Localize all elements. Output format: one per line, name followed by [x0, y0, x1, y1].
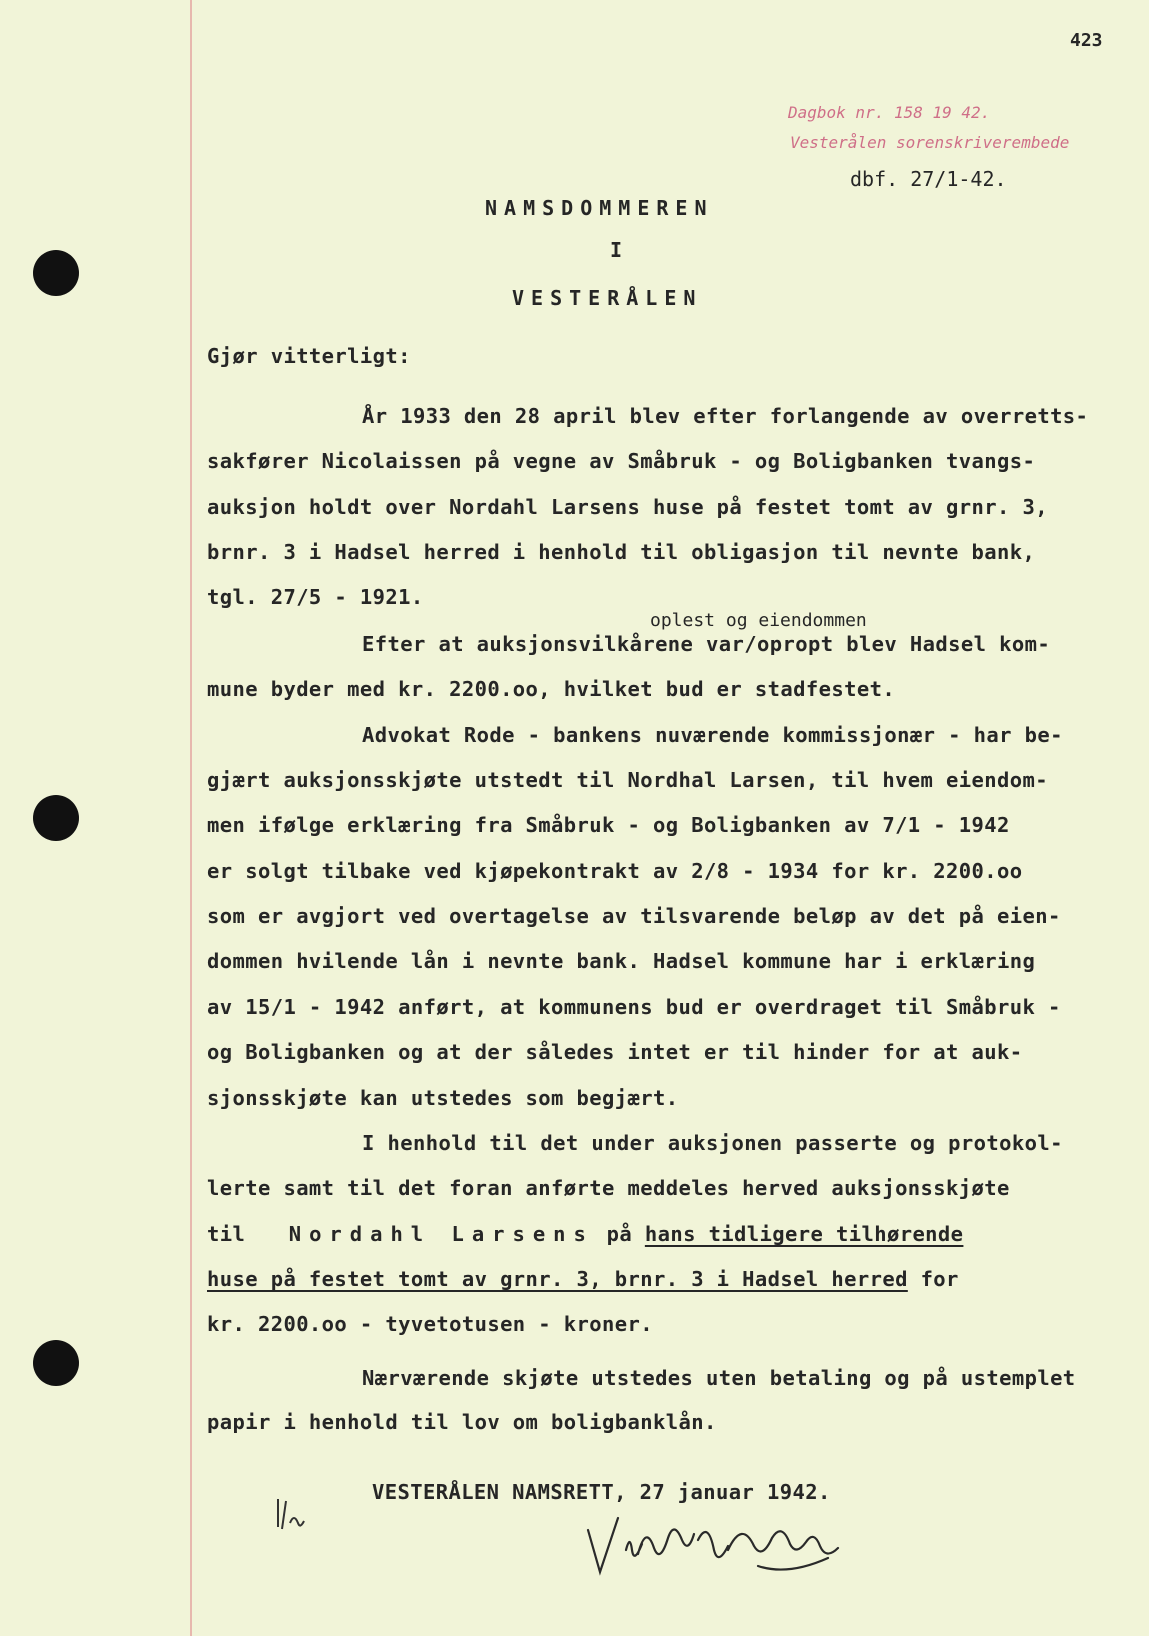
- inserted-correction: oplest og eiendommen: [650, 610, 867, 631]
- body-line: År 1933 den 28 april blev efter forlangende av overretts-: [362, 404, 1089, 428]
- signature-initials: [272, 1493, 312, 1541]
- body-line: Efter at auksjonsvilkårene var/opropt blev Hadsel kom-: [362, 632, 1051, 656]
- body-line: mune byder med kr. 2200.oo, hvilket bud er stadfestet.: [207, 677, 896, 701]
- body-line: sjonsskjøte kan utstedes som begjært.: [207, 1086, 679, 1110]
- body-line: sakfører Nicolaissen på vegne av Småbruk - og Boligbanken tvangs-: [207, 449, 1036, 473]
- body-line: som er avgjort ved overtagelse av tilsvarende beløp av det på eien-: [207, 904, 1061, 928]
- punch-hole: [33, 795, 79, 841]
- body-text: på: [606, 1222, 633, 1246]
- handwritten-signature: [578, 1510, 878, 1594]
- body-line: Nærværende skjøte utstedes uten betaling og på ustemplet: [362, 1366, 1076, 1390]
- heading-line-3: VESTERÅLEN: [512, 286, 703, 310]
- body-line: brnr. 3 i Hadsel herred i henhold til obligasjon til nevnte bank,: [207, 540, 1036, 564]
- body-text: for: [920, 1267, 959, 1291]
- underlined-text: huse på festet tomt av grnr. 3, brnr. 3 i Hadsel herred: [207, 1267, 908, 1291]
- body-line: [207, 1267, 959, 1291]
- heading-line-1: NAMSDOMMEREN: [485, 196, 714, 220]
- body-line: gjært auksjonsskjøte utstedt til Nordhal Larsen, til hvem eiendom-: [207, 768, 1048, 792]
- body-line: lerte samt til det foran anførte meddeles herved auksjonsskjøte: [207, 1176, 1010, 1200]
- body-line: papir i henhold til lov om boligbanklån.: [207, 1410, 717, 1434]
- punch-hole: [33, 250, 79, 296]
- body-line: dommen hvilende lån i nevnte bank. Hadsel kommune har i erklæring: [207, 949, 1036, 973]
- dbf-note: dbf. 27/1-42.: [850, 167, 1007, 191]
- buyer-name: Nordahl Larsens: [288, 1222, 594, 1246]
- intro-text: Gjør vitterligt:: [207, 344, 411, 368]
- page-number: 423: [1070, 30, 1103, 51]
- body-line: tgl. 27/5 - 1921.: [207, 585, 424, 609]
- body-line: og Boligbanken og at der således intet er til hinder for at auk-: [207, 1040, 1023, 1064]
- body-text: til: [207, 1222, 246, 1246]
- heading-line-2: I: [610, 238, 630, 262]
- body-line: kr. 2200.oo - tyvetotusen - kroner.: [207, 1312, 653, 1336]
- journal-stamp-office: Vesterålen sorenskriverembede: [790, 133, 1070, 152]
- body-line: [207, 1222, 963, 1246]
- margin-line: [190, 0, 192, 1636]
- body-line: av 15/1 - 1942 anført, at kommunens bud er overdraget til Småbruk -: [207, 995, 1061, 1019]
- underlined-text: hans tidligere tilhørende: [644, 1222, 964, 1246]
- punch-hole: [33, 1340, 79, 1386]
- place-date-line: VESTERÅLEN NAMSRETT, 27 januar 1942.: [372, 1480, 831, 1504]
- body-line: er solgt tilbake ved kjøpekontrakt av 2/8 - 1934 for kr. 2200.oo: [207, 859, 1023, 883]
- journal-stamp-number: Dagbok nr. 158 19 42.: [788, 103, 991, 122]
- body-line: auksjon holdt over Nordahl Larsens huse på festet tomt av grnr. 3,: [207, 495, 1048, 519]
- body-line: men ifølge erklæring fra Småbruk - og Boligbanken av 7/1 - 1942: [207, 813, 1010, 837]
- body-line: I henhold til det under auksjonen passerte og protokol-: [362, 1131, 1063, 1155]
- body-line: Advokat Rode - bankens nuværende kommissjonær - har be-: [362, 723, 1063, 747]
